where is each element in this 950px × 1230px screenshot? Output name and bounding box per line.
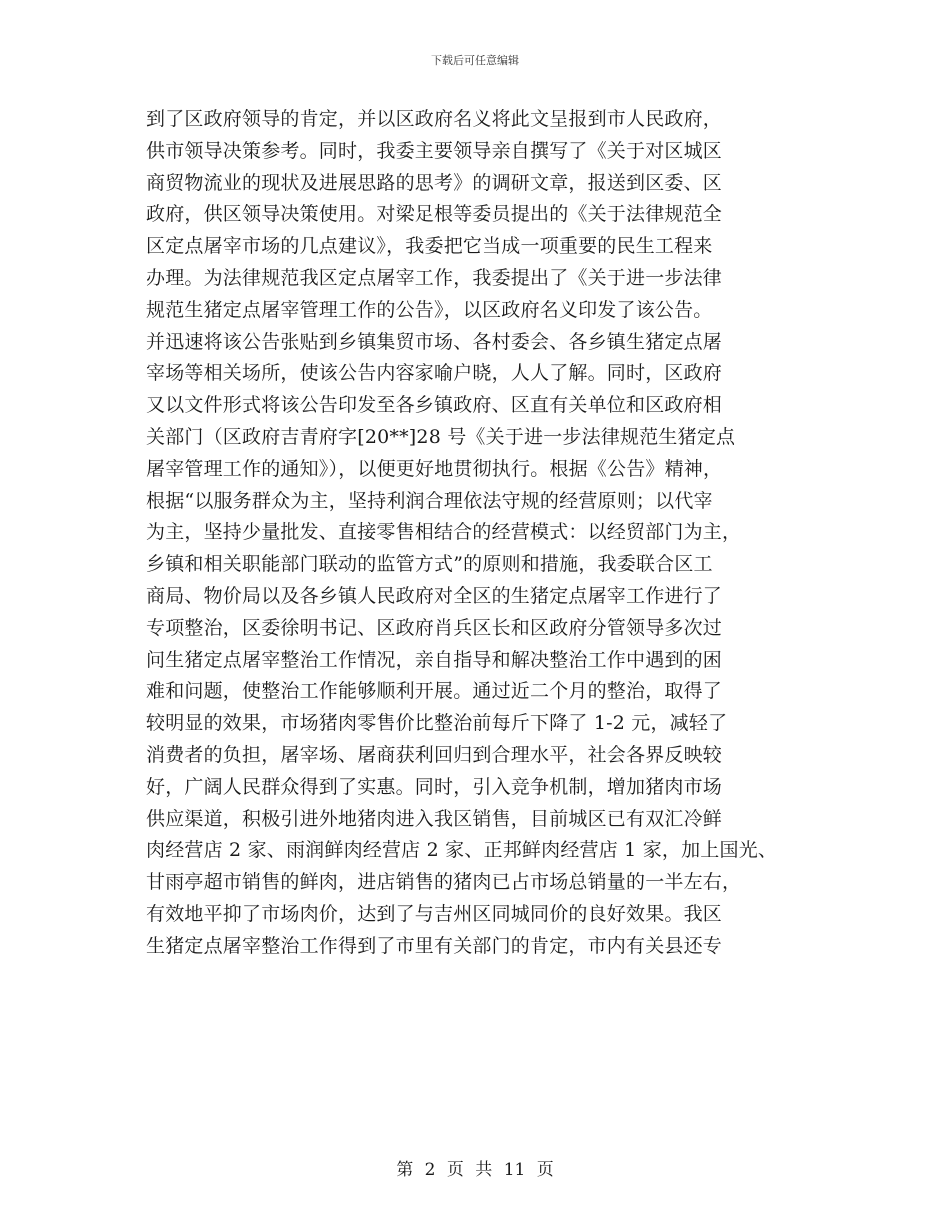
- text-line: 办理。为法律规范我区定点屠宰工作，我委提出了《关于进一步法律: [146, 266, 723, 289]
- text-line: 屠宰管理工作的通知》），以便更好地贯彻执行。根据《公告》精神，: [146, 457, 723, 480]
- text-line: 乡镇和相关职能部门联动的监管方式”的原则和措施，我委联合区工: [146, 553, 713, 576]
- text-line: 生猪定点屠宰整治工作得到了市里有关部门的肯定，市内有关县还专: [146, 934, 723, 957]
- text-line: 难和问题，使整治工作能够顺利开展。通过近二个月的整治，取得了: [146, 680, 723, 703]
- text-line: 规范生猪定点屠宰管理工作的公告》，以区政府名义印发了该公告。: [146, 298, 713, 321]
- text-line: 并迅速将该公告张贴到乡镇集贸市场、各村委会、各乡镇生猪定点屠: [146, 330, 723, 353]
- text-line: 供应渠道，积极引进外地猪肉进入我区销售，目前城区已有双汇冷鲜: [146, 807, 723, 830]
- text-line: 甘雨亭超市销售的鲜肉，进店销售的猪肉已占市场总销量的一半左右，: [146, 871, 742, 894]
- text-line: 又以文件形式将该公告印发至各乡镇政府、区直有关单位和区政府相: [146, 394, 723, 417]
- text-line: 根据“以服务群众为主，坚持利润合理依法守规的经营原则；以代宰: [146, 489, 713, 512]
- text-line: 好，广阔人民群众得到了实惠。同时，引入竞争机制，增加猪肉市场: [146, 775, 723, 798]
- text-line: 供市领导决策参考。同时，我委主要领导亲自撰写了《关于对区城区: [146, 139, 723, 162]
- text-line: 问生猪定点屠宰整治工作情况，亲自指导和解决整治工作中遇到的困: [146, 648, 723, 671]
- text-line: 较明显的效果，市场猪肉零售价比整治前每斤下降了 1-2 元，减轻了: [146, 712, 728, 735]
- text-line: 专项整治，区委徐明书记、区政府肖兵区长和区政府分管领导多次过: [146, 616, 723, 639]
- page-number: 第 2 页 共 11 页: [396, 1160, 554, 1180]
- text-line: 商局、物价局以及各乡镇人民政府对全区的生猪定点屠宰工作进行了: [146, 584, 723, 607]
- page-header: 下载后可任意编辑: [431, 54, 519, 67]
- body-text: [146, 104, 836, 963]
- text-line: 有效地平抑了市场肉价，达到了与吉州区同城同价的良好效果。我区: [146, 902, 723, 925]
- text-line: 肉经营店 2 家、雨润鲜肉经营店 2 家、正邦鲜肉经营店 1 家，加上国光、: [146, 839, 778, 862]
- text-line: 到了区政府领导的肯定，并以区政府名义将此文呈报到市人民政府，: [146, 108, 723, 130]
- text-line: 宰场等相关场所，使该公告内容家喻户晓，人人了解。同时，区政府: [146, 362, 723, 385]
- text-line: 消费者的负担，屠宰场、屠商获利回归到合理水平，社会各界反映较: [146, 743, 723, 766]
- text-line: 关部门（区政府吉青府字[20**]28 号《关于进一步法律规范生猪定点: [146, 425, 736, 448]
- text-line: 政府，供区领导决策使用。对梁足根等委员提出的《关于法律规范全: [146, 203, 723, 226]
- text-line: 商贸物流业的现状及进展思路的思考》的调研文章，报送到区委、区: [146, 171, 723, 194]
- text-line: 区定点屠宰市场的几点建议》，我委把它当成一项重要的民生工程来: [146, 235, 713, 258]
- text-line: 为主，坚持少量批发、直接零售相结合的经营模式：以经贸部门为主，: [146, 521, 742, 544]
